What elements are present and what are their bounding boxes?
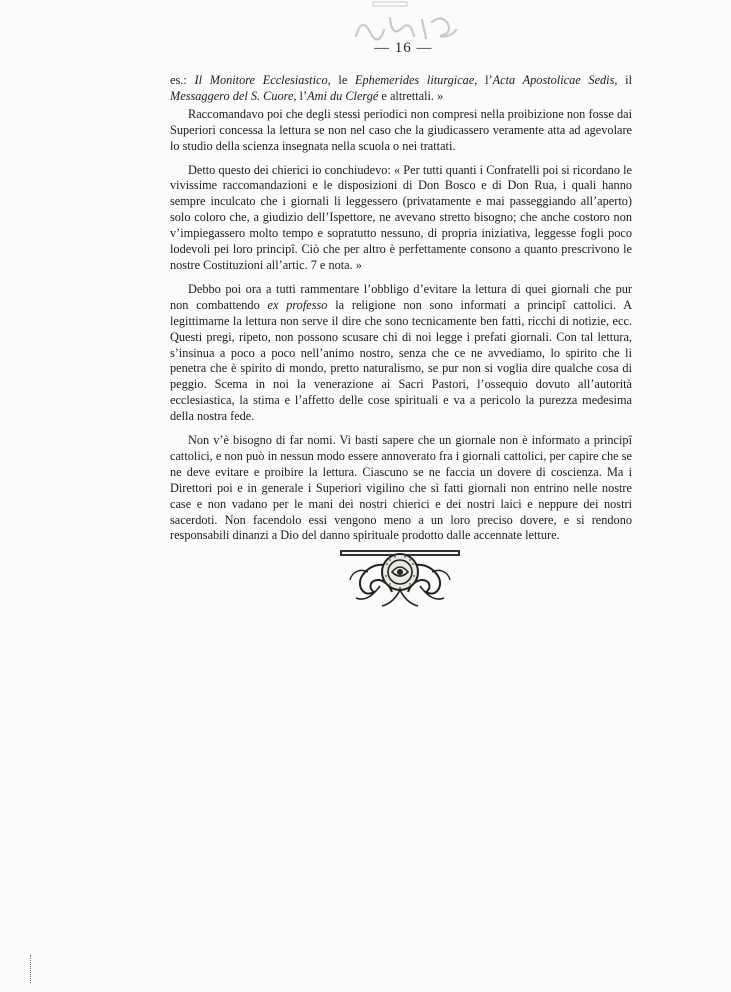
page-number: — 16 — [374, 40, 433, 56]
paragraph-5: Non v’è bisogno di far nomi. Vi basti sapere che un giornale non è informato a principî cattolici, e non può in nessun modo essere annoverato fra i giornali cattolici, per capire che se ne deve evitare e proibire la lettura. Ciascuno se ne faccia un dovere di coscienza. Ma i Direttori poi e in generale i Superiori vigilino che sì fatti giornali non entrino nelle nostre case e non vadano per le mani dei nostri chierici e dei nostri laici e neppure dei nostri sacerdoti. Non facendolo essi vengono meno a un loro preciso dovere, e si rendono responsabili dinanzi a Dio del danno spirituale prodotto dalle accennate letture. [170, 433, 632, 543]
paragraph-2: Raccomandavo poi che degli stessi periodici non compresi nella proibizione non fosse dai Superiori concessa la lettura se non nel caso che la giudicassero veramente atta ad agevolare lo studio della scienza insegnata nella scuola o nei trattati. [170, 106, 632, 153]
rose-ornament-icon [340, 542, 460, 610]
margin-mark [30, 955, 34, 983]
paragraph-4: Debbo poi ora a tutti rammentare l’obbligo d’evitare la lettura di quei giornali che pur non combattendo ex professo la religione non sono informati a principî cattolici. A legittimarne la lettura non serve il dire che sono tecnicamente ben fatti, ricchi di notizie, ecc. Questi pregi, ripeto, non possono scusare chi di noi legge i prefati giornali. Con tal lettura, s’insinua a poco a poco nell’animo nostro, senza che ce ne avvediamo, lo spirito che li penetra che è spirito di mondo, pretto naturalismo, se pur non si voglia dire qualche cosa di peggio. Scema in noi la venerazione ai Sacri Pastori, l’ossequio dovuto all’autorità ecclesiastica, la stima e l’affetto delle cose spirituali e va a pericolo la purezza medesima della nostra fede. [170, 281, 632, 424]
scan-noise [331, 470, 481, 500]
paragraph-3: Detto questo dei chierici io conchiudevo: « Per tutti quanti i Confratelli poi si ricordano le vivissime raccomandazioni e le disposizioni di Don Bosco e di Don Rua, i quali hanno sempre inculcato che i giornali li leggessero (privatamente e mai passeggiando all’aperto) solo coloro che, a giudizio dell’Ispettore, ne avevano stretto bisogno; che anche costoro non v’impiegassero molto tempo e sopratutto nessuno, di propria iniziativa, leggesse fogli poco lodevoli pei loro principî. Ciò che per altro è perfettamente consono a quanto prescrivono le nostre Costituzioni all’artic. 7 e nota. » [170, 162, 632, 272]
stamp-mark [372, 0, 408, 8]
paragraph-1: es.: Il Monitore Ecclesiastico, le Ephemerides liturgicae, l’Acta Apostolicae Sedis, il Messaggero del S. Cuore, l’Ami du Clergé e altrettali. » [170, 73, 633, 103]
